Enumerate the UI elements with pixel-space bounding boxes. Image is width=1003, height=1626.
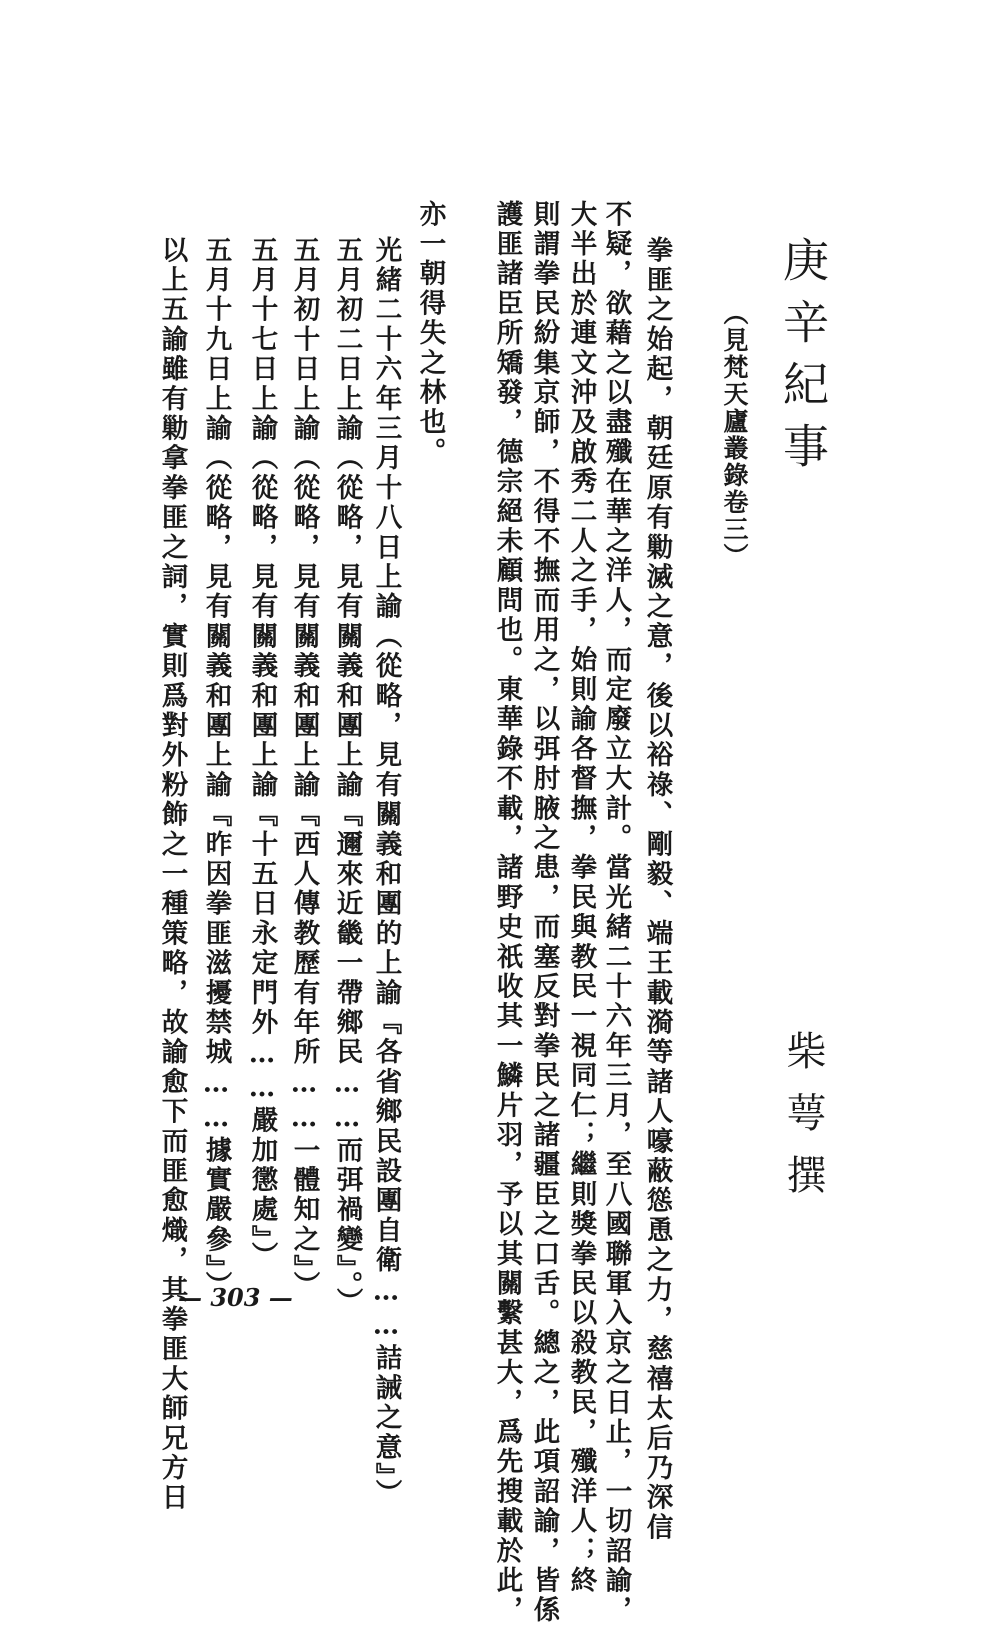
edict-4: 五月十七日上諭（從略，見有關義和團上諭『十五日永定門外……嚴加懲處』）	[246, 236, 278, 1272]
closing-line: 以上五諭雖有勦拿拳匪之詞，實則爲對外粉飾之一種策略，故諭愈下而匪愈熾，其拳匪大師兄方日	[156, 236, 188, 1514]
edict-1: 光緒二十六年三月十八日上諭（從略，見有關義和團的上諭『各省鄉民設團自衛……詰誡之意』）	[370, 236, 402, 1509]
edict-2: 五月初二日上諭（從略，見有關義和團上諭『邇來近畿一帶鄉民……而弭禍變』。）	[331, 236, 363, 1318]
edict-3: 五月初十日上諭（從略，見有關義和團上諭『西人傳教歷有年所……一體知之』）	[288, 236, 320, 1301]
body-line-4: 則謂拳民紛集京師，不得不撫而用之，以弭肘腋之患，而塞反對拳民之諸疆臣之口舌。總之，此項詔諭，皆係	[528, 200, 560, 1626]
author-line: 柴萼撰	[780, 1030, 826, 1216]
page-title: 庚辛紀事	[776, 236, 830, 484]
body-line-2: 不疑，欲藉之以盡殲在華之洋人，而定廢立大計。當光緒二十六年三月，至八國聯軍入京之日止，一切詔諭，	[600, 200, 632, 1626]
body-line-3: 大半出於連文沖及啟秀二人之手，始則諭各督撫，拳民與教民一視同仁；繼則獎拳民以殺教民，殲洋人；終	[565, 200, 597, 1596]
edict-5: 五月十九日上諭（從略，見有關義和團上諭『昨因拳匪滋擾禁城……據實嚴參』）	[200, 236, 232, 1301]
body-line-5: 護匪諸臣所矯發，德宗絕未顧問也。東華錄不載，諸野史祇收其一鱗片羽，予以其關繫甚大，爲先搜載於此，	[491, 200, 523, 1626]
body-line-6: 亦一朝得失之林也。	[414, 200, 446, 468]
body-line-1: 拳匪之始起，朝廷原有勦滅之意，後以裕祿、剛毅、端王載漪等諸人嚎蔽慫恿之力，慈禧太后乃深信	[641, 236, 673, 1543]
page-number: — 303 —	[178, 1283, 293, 1312]
source-note: （見梵天廬叢錄卷三）	[720, 300, 749, 570]
